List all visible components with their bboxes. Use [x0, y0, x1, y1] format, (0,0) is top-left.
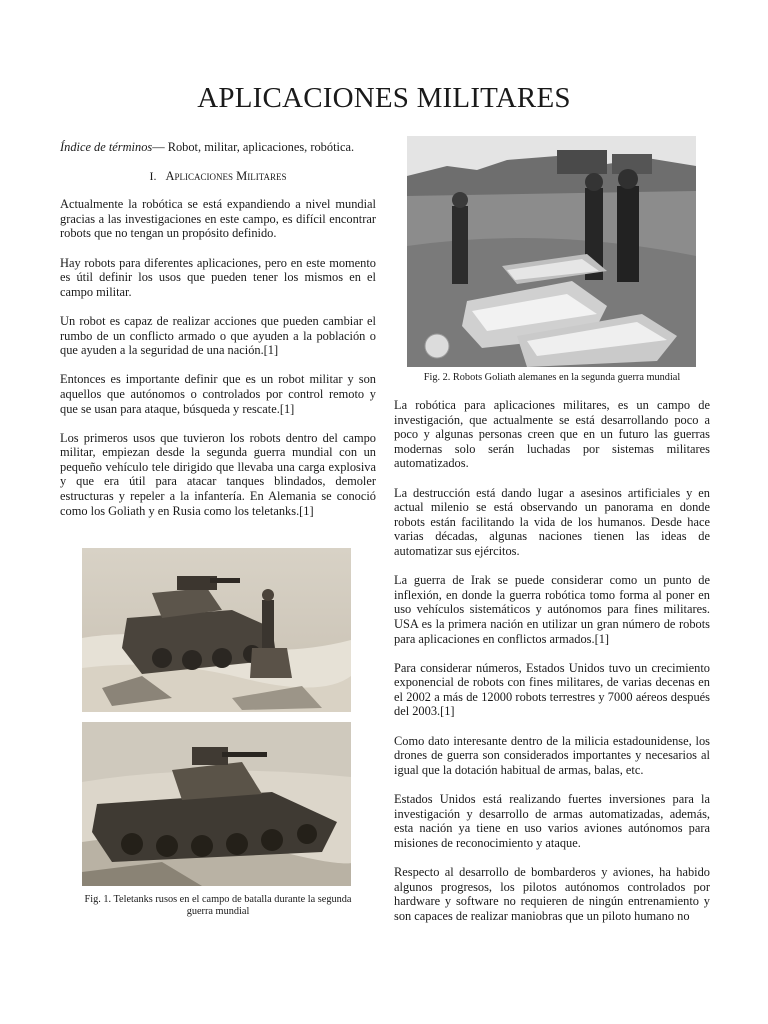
figure2-caption: Fig. 2. Robots Goliath alemanes en la segunda guerra mundial	[423, 372, 681, 383]
section-title: Aplicaciones Militares	[165, 168, 287, 183]
figure1-caption	[62, 894, 374, 918]
figure2-photo	[407, 136, 696, 367]
section-heading	[60, 169, 376, 184]
figure1-caption-line2: guerra mundial	[186, 906, 250, 917]
paragraph: Estados Unidos está realizando fuertes inversiones para la investigación y desarrollo de armas automatizadas, además, esta nación ya tiene en uso varios aviones autónomos para misiones de reconocimiento y ataque.	[394, 792, 710, 850]
section-number: I.	[149, 168, 157, 183]
index-terms-list: Robot, militar, aplicaciones, robótica.	[164, 140, 355, 154]
paragraph: Respecto al desarrollo de bombarderos y aviones, ha habido algunos progresos, los pilotos autónomos controlados por hardware y software no requieren de ningún entrenamiento y son capaces de realizar maniobras que un piloto humano no	[394, 865, 710, 923]
paragraph: Un robot es capaz de realizar acciones que pueden cambiar el rumbo de un conflicto armado o que ayuden a la población o que ayuden a la seguridad de una nación.[1]	[60, 313, 376, 358]
right-column	[394, 398, 710, 938]
paragraph: Actualmente la robótica se está expandiendo a nivel mundial gracias a las investigaciones en este campo, es difícil encontrar robots que no tengan un propósito definido.	[60, 197, 376, 241]
index-terms-dash: —	[152, 140, 165, 154]
index-terms	[60, 140, 376, 155]
paragraph: Hay robots para diferentes aplicaciones, pero en este momento es útil definir los usos que pueden tener los mismos en el campo militar.	[60, 255, 376, 299]
left-column	[60, 140, 376, 533]
paragraph: La guerra de Irak se puede considerar como un punto de inflexión, en donde la guerra robótica tomo forma al poner en uso vehículos sistemáticos y autónomos para fines militares. USA es la primera nación en utilizar un gran número de robots para aplicaciones en conflictos armados.[1]	[394, 573, 710, 646]
paragraph: Los primeros usos que tuvieron los robots dentro del campo militar, empiezan desde la segunda guerra mundial con un pequeño vehículo tele dirigido que llevaba una carga explosiva y que era útil para atacar tanques blindados, demoler estructuras y repeler a la infantería. En Alemania se conoció como los Goliath y en Rusia como los teletanks.[1]	[60, 430, 376, 518]
index-terms-label: Índice de términos	[60, 140, 153, 154]
paragraph: La destrucción está dando lugar a asesinos artificiales y en actual milenio se está observando un panorama en donde robots están facilitando la vida de los humanos. Desde hace varias décadas, algunas naciones tienen las ideas de automatizar sus ejércitos.	[394, 485, 710, 558]
figure1-photo-top	[82, 548, 351, 712]
figure1-photo-bottom	[82, 722, 351, 886]
page-title: APLICACIONES MILITARES	[197, 82, 571, 114]
paragraph: Para considerar números, Estados Unidos tuvo un crecimiento exponencial de robots con fines militares, de varias decenas en el 2002 a más de 12000 robots terrestres y 7000 aéreos después del 2003.[1]	[394, 660, 710, 719]
paragraph: La robótica para aplicaciones militares, es un campo de investigación, que actualmente se está desarrollando poco a poco y algunas personas creen que en un futuro las guerras modernas solo serán luchadas por sistemas militares automatizados.	[394, 398, 710, 471]
figure1-caption-line1: Fig. 1. Teletanks rusos en el campo de batalla durante la segunda	[84, 894, 352, 905]
paragraph: Como dato interesante dentro de la milicia estadounidense, los drones de guerra son considerados importantes y necesarios al igual que la dotación habitual de armas, balas, etc.	[394, 733, 710, 777]
paragraph: Entonces es importante definir que es un robot militar y son aquellos que autónomos o controlados por control remoto y que se usan para ataque, búsqueda y rescate.[1]	[60, 372, 376, 416]
